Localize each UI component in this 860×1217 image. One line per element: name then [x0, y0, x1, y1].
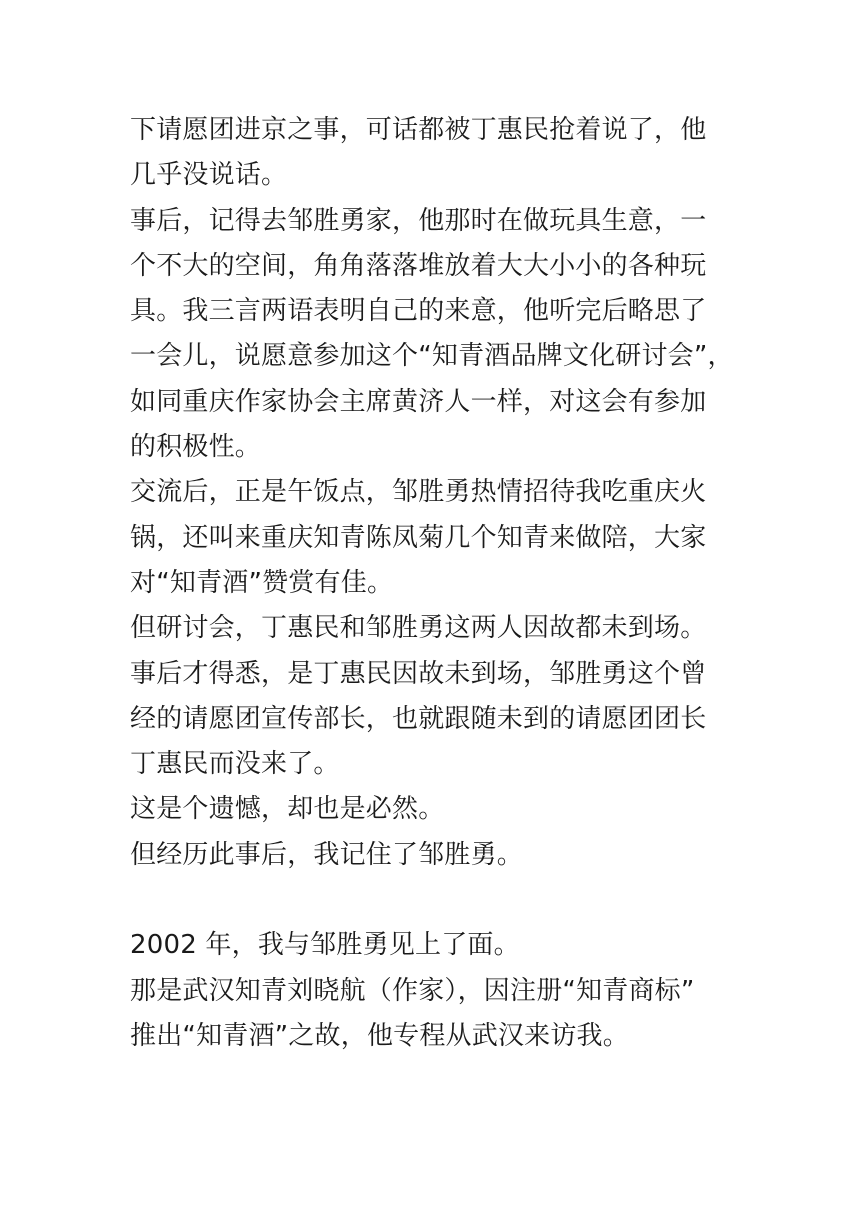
text-line: 一会儿，说愿意参加这个“知青酒品牌文化研讨会”， [130, 341, 734, 372]
text-line: 但经历此事后，我记住了邹胜勇。 [130, 839, 524, 870]
text-line: 经的请愿团宣传部长，也就跟随未到的请愿团团长 [130, 703, 707, 734]
text-line: 几乎没说话。 [130, 160, 288, 191]
text-line: 事后，记得去邹胜勇家，他那时在做玩具生意，一 [130, 205, 707, 236]
text-line: 锅，还叫来重庆知青陈凤菊几个知青来做陪，大家 [130, 522, 707, 553]
document-body [130, 108, 740, 1059]
text-line: 推出“知青酒”之故，他专程从武汉来访我。 [130, 1020, 629, 1051]
text-line: 2002 年，我与邹胜勇见上了面。 [130, 930, 520, 961]
text-line: 如同重庆作家协会主席黄济人一样，对这会有参加 [130, 386, 707, 417]
text-line: 这是个遗憾，却也是必然。 [130, 794, 445, 825]
text-line: 事后才得悉，是丁惠民因故未到场，邹胜勇这个曾 [130, 658, 707, 689]
text-line: 丁惠民而没来了。 [130, 749, 340, 780]
paragraph-spacer [130, 878, 740, 923]
text-line: 但研讨会，丁惠民和邹胜勇这两人因故都未到场。 [130, 613, 707, 644]
text-line: 的积极性。 [130, 432, 262, 463]
text-line: 下请愿团进京之事，可话都被丁惠民抢着说了，他 [130, 115, 707, 145]
text-line: 具。我三言两语表明自己的来意，他听完后略思了 [130, 296, 707, 327]
text-line: 交流后，正是午饭点，邹胜勇热情招待我吃重庆火 [130, 477, 707, 508]
text-line: 个不大的空间，角角落落堆放着大大小小的各种玩 [130, 250, 707, 281]
text-line: 对“知青酒”赞赏有佳。 [130, 567, 394, 598]
text-line: 那是武汉知青刘晓航（作家），因注册“知青商标” [130, 975, 695, 1006]
